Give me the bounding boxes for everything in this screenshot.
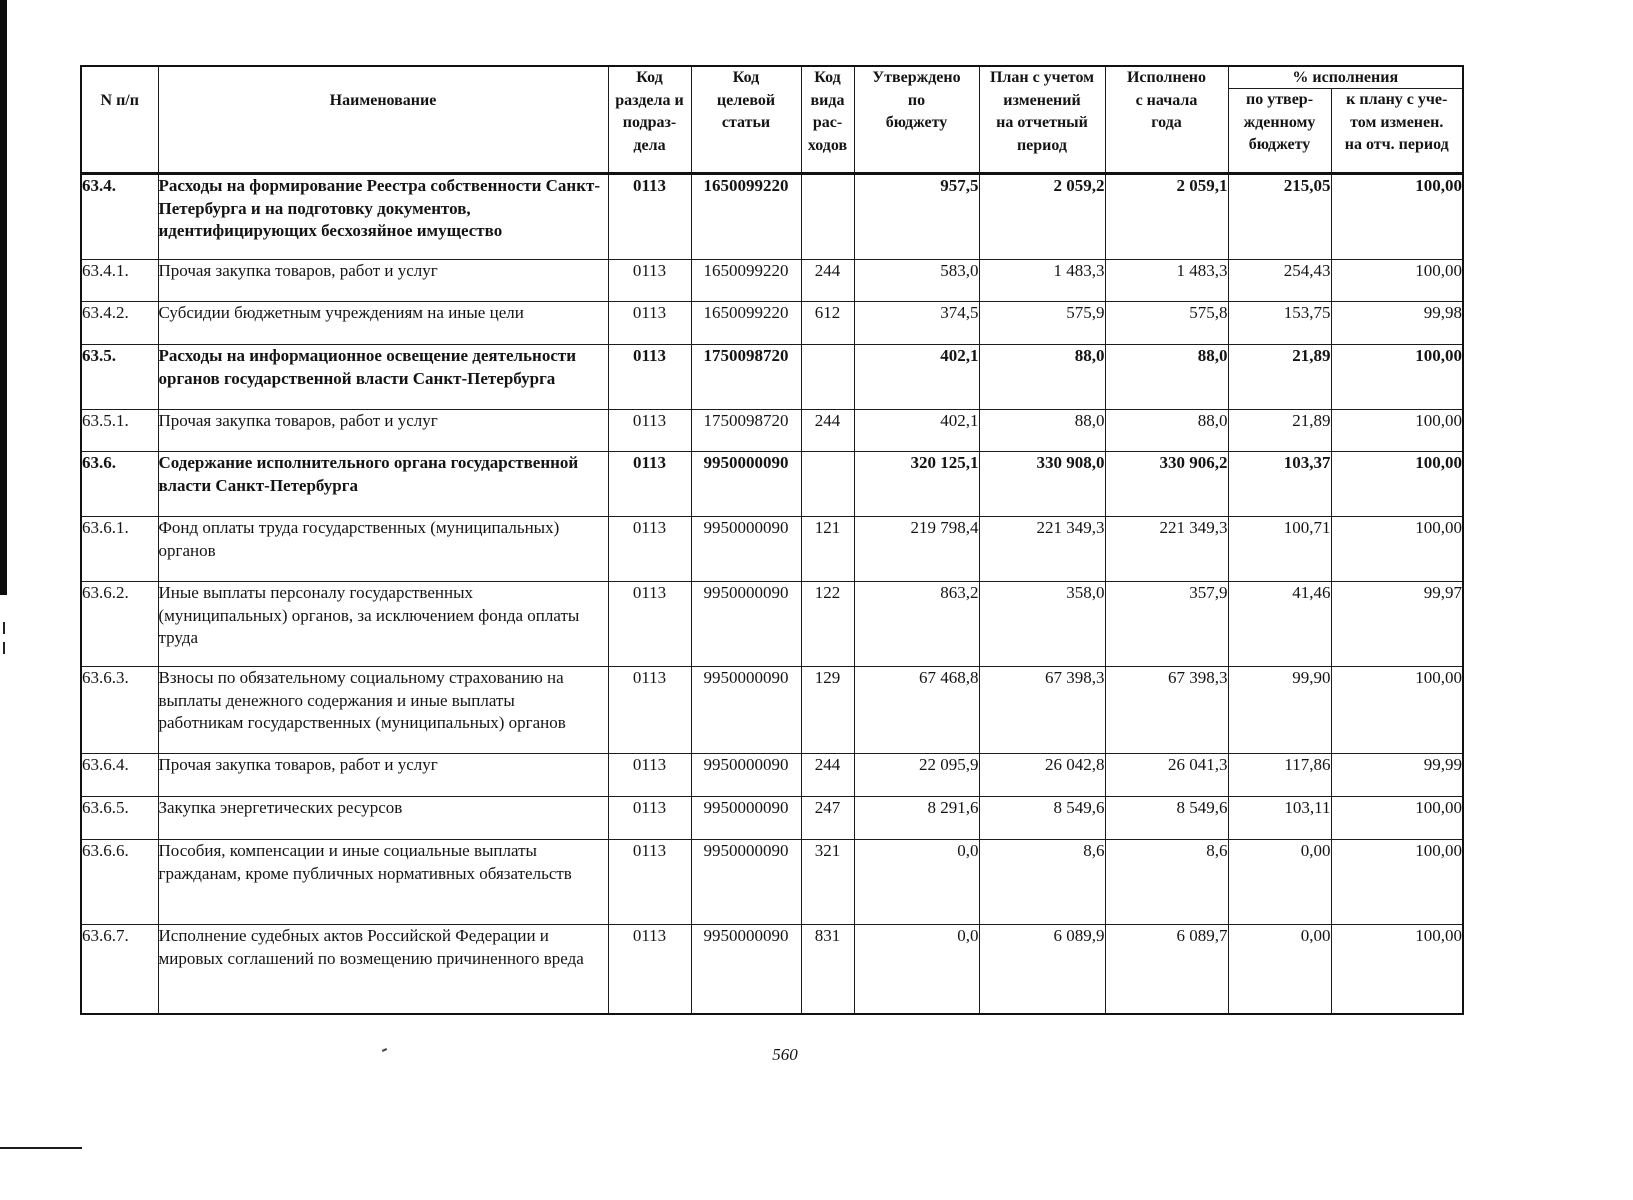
percent-of-approved: 0,00 [1228,925,1331,1014]
row-number: 63.6.1. [81,517,158,582]
percent-of-approved: 41,46 [1228,582,1331,667]
percent-of-plan: 99,99 [1331,754,1463,797]
executed-amount: 6 089,7 [1105,925,1228,1014]
percent-of-plan: 100,00 [1331,410,1463,452]
percent-of-approved: 0,00 [1228,840,1331,925]
approved-amount: 402,1 [854,345,979,410]
row-name: Прочая закупка товаров, работ и услуг [158,754,608,797]
scan-edge-shadow [0,0,7,595]
approved-amount: 0,0 [854,925,979,1014]
target-code: 9950000090 [691,452,801,517]
percent-of-approved: 215,05 [1228,174,1331,260]
expense-type-code: 244 [801,260,854,302]
plan-amount: 8,6 [979,840,1105,925]
section-code: 0113 [608,667,691,754]
expense-type-code [801,174,854,260]
percent-of-plan: 100,00 [1331,174,1463,260]
row-number: 63.4. [81,174,158,260]
section-code: 0113 [608,925,691,1014]
executed-amount: 575,8 [1105,302,1228,345]
percent-of-approved: 100,71 [1228,517,1331,582]
row-number: 63.6.5. [81,797,158,840]
percent-of-approved: 153,75 [1228,302,1331,345]
percent-of-approved: 117,86 [1228,754,1331,797]
executed-amount: 26 041,3 [1105,754,1228,797]
header-percent-of-approved: по утвер- жденному бюджету [1228,89,1331,174]
plan-amount: 1 483,3 [979,260,1105,302]
expense-type-code [801,452,854,517]
row-name: Содержание исполнительного органа государственной власти Санкт-Петербурга [158,452,608,517]
row-number: 63.6.7. [81,925,158,1014]
approved-amount: 8 291,6 [854,797,979,840]
approved-amount: 219 798,4 [854,517,979,582]
table-header [81,66,1463,174]
expense-type-code: 831 [801,925,854,1014]
section-code: 0113 [608,840,691,925]
executed-amount: 67 398,3 [1105,667,1228,754]
target-code: 1750098720 [691,345,801,410]
approved-amount: 0,0 [854,840,979,925]
row-number: 63.4.2. [81,302,158,345]
table-row [81,345,1463,410]
scan-mark [3,642,5,654]
percent-of-plan: 100,00 [1331,925,1463,1014]
percent-of-approved: 103,11 [1228,797,1331,840]
row-name: Исполнение судебных актов Российской Федерации и мировых соглашений по возмещению причиненного вреда [158,925,608,1014]
expense-type-code: 129 [801,667,854,754]
row-number: 63.4.1. [81,260,158,302]
percent-of-plan: 100,00 [1331,517,1463,582]
target-code: 9950000090 [691,797,801,840]
row-name: Прочая закупка товаров, работ и услуг [158,260,608,302]
section-code: 0113 [608,174,691,260]
scan-edge-line [0,1147,82,1149]
target-code: 9950000090 [691,667,801,754]
percent-of-plan: 100,00 [1331,452,1463,517]
executed-amount: 8,6 [1105,840,1228,925]
executed-amount: 8 549,6 [1105,797,1228,840]
row-name: Прочая закупка товаров, работ и услуг [158,410,608,452]
row-number: 63.5.1. [81,410,158,452]
plan-amount: 358,0 [979,582,1105,667]
percent-of-plan: 99,98 [1331,302,1463,345]
section-code: 0113 [608,452,691,517]
section-code: 0113 [608,582,691,667]
target-code: 1650099220 [691,302,801,345]
target-code: 1750098720 [691,410,801,452]
row-number: 63.5. [81,345,158,410]
row-name: Иные выплаты персоналу государственных (муниципальных) органов, за исключением фонда оплаты труда [158,582,608,667]
target-code: 9950000090 [691,925,801,1014]
expense-type-code: 612 [801,302,854,345]
percent-of-approved: 21,89 [1228,410,1331,452]
expense-type-code: 247 [801,797,854,840]
approved-amount: 402,1 [854,410,979,452]
row-number: 63.6.6. [81,840,158,925]
percent-of-plan: 100,00 [1331,667,1463,754]
expense-type-code: 122 [801,582,854,667]
section-code: 0113 [608,345,691,410]
approved-amount: 374,5 [854,302,979,345]
row-name: Расходы на формирование Реестра собственности Санкт- Петербурга и на подготовку документов, идентифицирующих бесхозяйное имущество [158,174,608,260]
table-row [81,517,1463,582]
row-number: 63.6.4. [81,754,158,797]
page-number: 560 [772,1045,798,1064]
target-code: 9950000090 [691,517,801,582]
plan-amount: 26 042,8 [979,754,1105,797]
row-number: 63.6.2. [81,582,158,667]
section-code: 0113 [608,302,691,345]
approved-amount: 320 125,1 [854,452,979,517]
table-row [81,302,1463,345]
plan-amount: 330 908,0 [979,452,1105,517]
header-approved: Утверждено по бюджету [854,66,979,174]
approved-amount: 957,5 [854,174,979,260]
percent-of-approved: 21,89 [1228,345,1331,410]
approved-amount: 583,0 [854,260,979,302]
percent-of-plan: 100,00 [1331,345,1463,410]
table-row [81,410,1463,452]
executed-amount: 88,0 [1105,345,1228,410]
row-name: Расходы на информационное освещение деятельности органов государственной власти Санкт-Петербурга [158,345,608,410]
section-code: 0113 [608,410,691,452]
row-number: 63.6.3. [81,667,158,754]
expense-type-code: 121 [801,517,854,582]
percent-of-approved: 254,43 [1228,260,1331,302]
table-row [81,174,1463,260]
executed-amount: 2 059,1 [1105,174,1228,260]
header-target-code: Код целевой статьи [691,66,801,174]
expense-type-code: 244 [801,754,854,797]
target-code: 1650099220 [691,174,801,260]
approved-amount: 863,2 [854,582,979,667]
row-number: 63.6. [81,452,158,517]
table-row [81,582,1463,667]
percent-of-plan: 100,00 [1331,797,1463,840]
row-name: Субсидии бюджетным учреждениям на иные цели [158,302,608,345]
executed-amount: 88,0 [1105,410,1228,452]
header-expense-type-code: Код вида рас- ходов [801,66,854,174]
percent-of-plan: 100,00 [1331,260,1463,302]
plan-amount: 575,9 [979,302,1105,345]
budget-execution-table [80,65,1464,1015]
executed-amount: 221 349,3 [1105,517,1228,582]
header-name: Наименование [158,66,608,174]
expense-type-code: 244 [801,410,854,452]
row-name: Фонд оплаты труда государственных (муниципальных) органов [158,517,608,582]
table-row [81,797,1463,840]
row-name: Закупка энергетических ресурсов [158,797,608,840]
approved-amount: 22 095,9 [854,754,979,797]
target-code: 9950000090 [691,754,801,797]
target-code: 9950000090 [691,582,801,667]
target-code: 9950000090 [691,840,801,925]
percent-of-plan: 100,00 [1331,840,1463,925]
target-code: 1650099220 [691,260,801,302]
section-code: 0113 [608,754,691,797]
section-code: 0113 [608,797,691,840]
percent-of-plan: 99,97 [1331,582,1463,667]
header-executed: Исполнено с начала года [1105,66,1228,174]
expense-type-code: 321 [801,840,854,925]
plan-amount: 67 398,3 [979,667,1105,754]
section-code: 0113 [608,260,691,302]
percent-of-approved: 103,37 [1228,452,1331,517]
table-row [81,925,1463,1014]
expense-type-code [801,345,854,410]
row-name: Пособия, компенсации и иные социальные выплаты гражданам, кроме публичных нормативных обязательств [158,840,608,925]
scan-speck [382,1048,387,1052]
plan-amount: 8 549,6 [979,797,1105,840]
plan-amount: 221 349,3 [979,517,1105,582]
executed-amount: 1 483,3 [1105,260,1228,302]
header-plan: План с учетом изменений на отчетный период [979,66,1105,174]
section-code: 0113 [608,517,691,582]
executed-amount: 357,9 [1105,582,1228,667]
plan-amount: 2 059,2 [979,174,1105,260]
executed-amount: 330 906,2 [1105,452,1228,517]
percent-of-approved: 99,90 [1228,667,1331,754]
table-row [81,840,1463,925]
table-row [81,754,1463,797]
header-percent-of-plan: к плану с уче- том изменен. на отч. период [1331,89,1463,174]
table-row [81,452,1463,517]
plan-amount: 88,0 [979,410,1105,452]
plan-amount: 88,0 [979,345,1105,410]
header-row-number: N п/п [81,66,158,174]
header-section-code: Код раздела и подраз- дела [608,66,691,174]
header-percent-group: % исполнения [1228,66,1463,89]
table-body [81,174,1463,1014]
scan-mark [3,622,5,634]
table-row [81,667,1463,754]
approved-amount: 67 468,8 [854,667,979,754]
table-row [81,260,1463,302]
row-name: Взносы по обязательному социальному страхованию на выплаты денежного содержания и иные выплаты работникам государственных (муниципальных) органов [158,667,608,754]
plan-amount: 6 089,9 [979,925,1105,1014]
